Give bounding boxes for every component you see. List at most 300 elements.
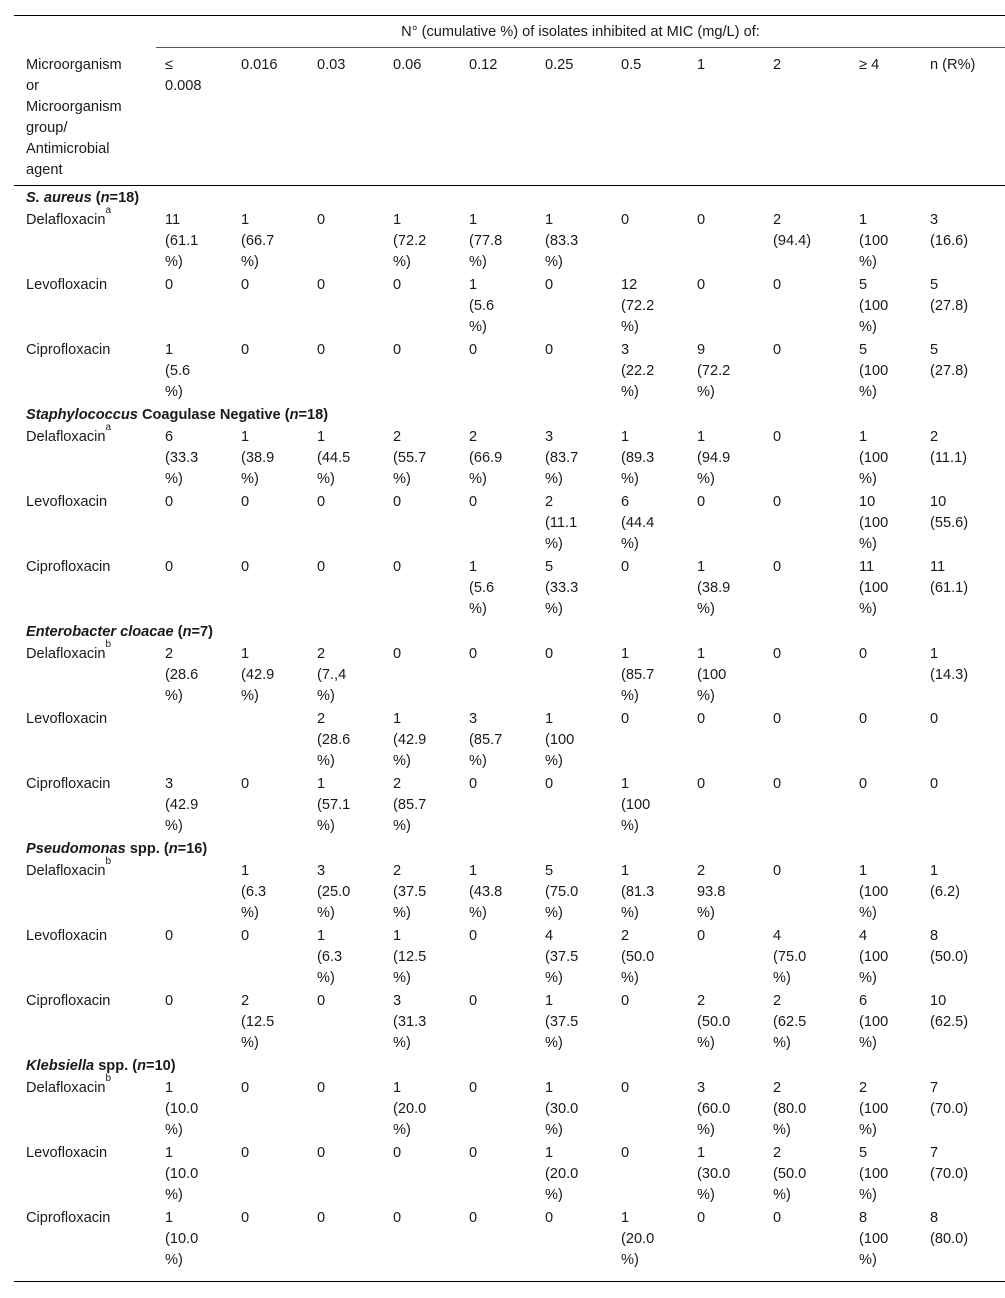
cell-line: (37.5 bbox=[393, 884, 427, 900]
table-cell bbox=[621, 991, 691, 1012]
cell-line: 0 bbox=[930, 711, 939, 727]
table-cell bbox=[621, 210, 691, 231]
section-title-part: =7) bbox=[191, 624, 213, 640]
cell-line: 2 bbox=[393, 863, 402, 879]
table-cell bbox=[469, 275, 539, 338]
table-cell bbox=[317, 709, 387, 772]
cell-line: (42.9 bbox=[241, 667, 275, 683]
section-header bbox=[26, 622, 213, 643]
table-cell bbox=[545, 991, 615, 1054]
cell-line: %) bbox=[469, 905, 487, 921]
agent-name bbox=[26, 991, 110, 1012]
header-mic-column bbox=[469, 55, 539, 76]
table-cell bbox=[621, 427, 691, 490]
cell-line: 0 bbox=[317, 212, 326, 228]
table-cell bbox=[545, 644, 615, 665]
cell-line: 0 bbox=[545, 646, 554, 662]
cell-line: %) bbox=[621, 384, 639, 400]
table-cell bbox=[859, 557, 929, 620]
agent-label: Levofloxacin bbox=[26, 928, 108, 944]
table-cell bbox=[773, 1208, 853, 1229]
table-cell bbox=[241, 210, 311, 273]
table-cell bbox=[317, 275, 387, 296]
cell-line: agent bbox=[26, 162, 63, 178]
table-cell bbox=[545, 340, 615, 361]
table-cell bbox=[930, 340, 1005, 382]
table-cell bbox=[697, 861, 767, 924]
table-cell bbox=[165, 1208, 235, 1271]
cell-line: 1 bbox=[241, 863, 250, 879]
cell-line: 0 bbox=[165, 928, 174, 944]
cell-line: (83.3 bbox=[545, 233, 579, 249]
cell-line: 0 bbox=[165, 559, 174, 575]
cell-line: 2 bbox=[859, 1080, 868, 1096]
table-bottom-rule bbox=[14, 1281, 1005, 1282]
cell-line: %) bbox=[545, 1035, 563, 1051]
cell-line: 2 bbox=[621, 928, 630, 944]
cell-line: (100 bbox=[859, 580, 889, 596]
section-title-part: n bbox=[168, 841, 178, 857]
cell-line: %) bbox=[393, 905, 411, 921]
cell-line: 1 bbox=[469, 277, 478, 293]
table-cell bbox=[859, 644, 929, 665]
table-cell bbox=[930, 991, 1005, 1033]
cell-line: (10.0 bbox=[165, 1166, 199, 1182]
table-cell bbox=[773, 1143, 853, 1206]
cell-line: 0 bbox=[469, 646, 478, 662]
table-cell bbox=[859, 275, 929, 338]
table-cell bbox=[469, 1208, 539, 1229]
cell-line: (44.4 bbox=[621, 515, 655, 531]
cell-line: 1 bbox=[393, 212, 402, 228]
cell-line: (100 bbox=[859, 515, 889, 531]
cell-line: %) bbox=[317, 753, 335, 769]
cell-line: 0 bbox=[621, 559, 630, 575]
table-cell bbox=[697, 926, 767, 947]
table-cell bbox=[697, 427, 767, 490]
cell-line: 1 bbox=[241, 429, 250, 445]
cell-line: (66.7 bbox=[241, 233, 275, 249]
cell-line: 0 bbox=[545, 342, 554, 358]
cell-line: 0 bbox=[317, 494, 326, 510]
cell-line: 0 bbox=[241, 1210, 250, 1226]
table-cell bbox=[317, 492, 387, 513]
table-cell bbox=[165, 1078, 235, 1141]
cell-line: (83.7 bbox=[545, 450, 579, 466]
table-cell bbox=[393, 340, 463, 361]
cell-line: 11 bbox=[859, 559, 875, 575]
table-cell bbox=[773, 557, 853, 578]
table-cell bbox=[165, 991, 235, 1012]
caption-underline bbox=[156, 47, 1005, 48]
table-cell bbox=[469, 557, 539, 620]
table-cell bbox=[545, 557, 615, 620]
table-cell bbox=[165, 492, 235, 513]
cell-line: %) bbox=[859, 1035, 877, 1051]
table-cell bbox=[165, 644, 235, 707]
agent-label: Levofloxacin bbox=[26, 711, 108, 727]
cell-line: (100 bbox=[621, 797, 651, 813]
table-cell bbox=[621, 1078, 691, 1099]
cell-line: %) bbox=[165, 384, 183, 400]
cell-line: 0 bbox=[469, 776, 478, 792]
table-cell bbox=[859, 774, 929, 795]
agent-name bbox=[26, 709, 107, 730]
cell-line: 0 bbox=[773, 559, 782, 575]
table-cell bbox=[773, 427, 853, 448]
cell-line: 6 bbox=[621, 494, 630, 510]
cell-line: 11 bbox=[930, 559, 946, 575]
cell-line: (37.5 bbox=[545, 949, 579, 965]
cell-line: 0.03 bbox=[317, 57, 346, 73]
table-cell bbox=[393, 709, 463, 772]
table-cell bbox=[697, 991, 767, 1054]
cell-line: (28.6 bbox=[317, 732, 351, 748]
table-cell bbox=[773, 492, 853, 513]
table-cell bbox=[545, 861, 615, 924]
table-cell bbox=[930, 557, 1005, 599]
section-title-part: n bbox=[182, 624, 192, 640]
section-header bbox=[26, 188, 139, 209]
agent-name bbox=[26, 856, 112, 882]
cell-line: 0.008 bbox=[165, 78, 202, 94]
section-title-part: Klebsiella bbox=[26, 1058, 95, 1074]
table-cell bbox=[469, 1078, 539, 1099]
cell-line: (42.9 bbox=[393, 732, 427, 748]
cell-line: (14.3) bbox=[930, 667, 969, 683]
cell-line: (6.3 bbox=[317, 949, 343, 965]
cell-line: %) bbox=[773, 1187, 791, 1203]
table-cell bbox=[697, 709, 767, 730]
cell-line: 5 bbox=[930, 277, 939, 293]
header-mic-column bbox=[317, 55, 387, 76]
cell-line: 0 bbox=[469, 1210, 478, 1226]
cell-line: %) bbox=[317, 905, 335, 921]
cell-line: 0 bbox=[241, 494, 250, 510]
cell-line: (27.8) bbox=[930, 298, 969, 314]
table-cell bbox=[545, 275, 615, 296]
table-cell bbox=[393, 210, 463, 273]
cell-line: 3 bbox=[469, 711, 478, 727]
table-cell bbox=[317, 861, 387, 924]
cell-line: 3 bbox=[930, 212, 939, 228]
table-cell bbox=[621, 709, 691, 730]
table-cell bbox=[241, 644, 311, 707]
table-cell bbox=[697, 340, 767, 403]
cell-line: 1 bbox=[165, 1145, 174, 1161]
section-title-part: =10) bbox=[146, 1058, 176, 1074]
table-cell bbox=[317, 340, 387, 361]
cell-line: %) bbox=[859, 970, 877, 986]
table-cell bbox=[165, 557, 235, 578]
cell-line: (31.3 bbox=[393, 1014, 427, 1030]
table-cell bbox=[545, 926, 615, 989]
table-cell bbox=[859, 492, 929, 555]
agent-name bbox=[26, 205, 112, 231]
cell-line: %) bbox=[859, 384, 877, 400]
agent-name bbox=[26, 275, 107, 296]
cell-line: %) bbox=[165, 818, 183, 834]
cell-line: 0 bbox=[241, 342, 250, 358]
cell-line: %) bbox=[773, 970, 791, 986]
cell-line: (72.2 bbox=[393, 233, 427, 249]
table-cell bbox=[469, 709, 539, 772]
cell-line: 11 bbox=[165, 212, 181, 228]
section-title-part: n bbox=[100, 190, 110, 206]
cell-line: 1 bbox=[241, 212, 250, 228]
section-title-part: ( bbox=[173, 624, 183, 640]
cell-line: 0 bbox=[545, 776, 554, 792]
table-cell bbox=[621, 1143, 691, 1164]
cell-line: %) bbox=[545, 1187, 563, 1203]
cell-line: 0 bbox=[393, 277, 402, 293]
table-cell bbox=[545, 774, 615, 795]
cell-line: 0 bbox=[697, 494, 706, 510]
cell-line: %) bbox=[545, 254, 563, 270]
cell-line: 1 bbox=[545, 1145, 554, 1161]
cell-line: 0 bbox=[317, 1210, 326, 1226]
table-cell bbox=[393, 492, 463, 513]
cell-line: 0 bbox=[773, 429, 782, 445]
cell-line: %) bbox=[621, 1252, 639, 1268]
header-microorganism-agent bbox=[26, 55, 154, 181]
cell-line: group/ bbox=[26, 120, 68, 136]
cell-line: 1 bbox=[545, 993, 554, 1009]
cell-line: 1 bbox=[697, 559, 706, 575]
agent-name bbox=[26, 492, 107, 513]
cell-line: 1 bbox=[859, 429, 868, 445]
agent-name bbox=[26, 1208, 110, 1229]
section-title-part: =18) bbox=[298, 407, 329, 423]
cell-line: (12.5 bbox=[393, 949, 427, 965]
cell-line: 6 bbox=[165, 429, 174, 445]
agent-label: Delafloxacin bbox=[26, 429, 106, 445]
table-cell bbox=[317, 557, 387, 578]
cell-line: 0 bbox=[393, 559, 402, 575]
cell-line: 2 bbox=[393, 429, 402, 445]
section-header bbox=[26, 1056, 176, 1077]
cell-line: 3 bbox=[697, 1080, 706, 1096]
cell-line: (60.0 bbox=[697, 1101, 731, 1117]
cell-line: 1 bbox=[241, 646, 250, 662]
cell-line: 0 bbox=[773, 494, 782, 510]
table-cell bbox=[697, 275, 767, 296]
cell-line: %) bbox=[165, 471, 183, 487]
cell-line: 3 bbox=[317, 863, 326, 879]
cell-line: 0 bbox=[697, 212, 706, 228]
table-cell bbox=[317, 926, 387, 989]
cell-line: 1 bbox=[697, 1145, 706, 1161]
cell-line: (100 bbox=[859, 1166, 889, 1182]
cell-line: 1 bbox=[859, 863, 868, 879]
cell-line: 2 bbox=[317, 646, 326, 662]
cell-line: (70.0) bbox=[930, 1166, 969, 1182]
cell-line: 0 bbox=[241, 1145, 250, 1161]
cell-line: 9 bbox=[697, 342, 706, 358]
cell-line: %) bbox=[545, 471, 563, 487]
cell-line: 0 bbox=[773, 863, 782, 879]
cell-line: 0 bbox=[469, 1080, 478, 1096]
table-cell bbox=[165, 1143, 235, 1206]
cell-line: 0.016 bbox=[241, 57, 278, 73]
cell-line: 0 bbox=[773, 711, 782, 727]
table-cell bbox=[241, 1078, 311, 1099]
table-cell bbox=[621, 275, 691, 338]
section-title-part: =16) bbox=[177, 841, 208, 857]
cell-line: %) bbox=[621, 471, 639, 487]
cell-line: 2 bbox=[393, 776, 402, 792]
cell-line: 0 bbox=[165, 277, 174, 293]
cell-line: (37.5 bbox=[545, 1014, 579, 1030]
cell-line: %) bbox=[317, 688, 335, 704]
cell-line: (5.6 bbox=[165, 363, 191, 379]
table-cell bbox=[469, 1143, 539, 1164]
cell-line: 1 bbox=[317, 928, 326, 944]
table-cell bbox=[317, 210, 387, 231]
cell-line: %) bbox=[317, 970, 335, 986]
cell-line: 1 bbox=[393, 1080, 402, 1096]
cell-line: (81.3 bbox=[621, 884, 655, 900]
header-mic-column bbox=[697, 55, 767, 76]
cell-line: (30.0 bbox=[545, 1101, 579, 1117]
table-cell bbox=[241, 991, 311, 1054]
cell-line: %) bbox=[469, 319, 487, 335]
cell-line: 0 bbox=[859, 711, 868, 727]
cell-line: 1 bbox=[469, 863, 478, 879]
table-cell bbox=[545, 492, 615, 555]
table-cell bbox=[393, 644, 463, 665]
cell-line: 0 bbox=[621, 1080, 630, 1096]
cell-line: 2 bbox=[545, 494, 554, 510]
cell-line: Microorganism bbox=[26, 57, 122, 73]
cell-line: (100 bbox=[859, 363, 889, 379]
cell-line: (25.0 bbox=[317, 884, 351, 900]
table-cell bbox=[469, 926, 539, 947]
table-cell bbox=[859, 991, 929, 1054]
table-cell bbox=[241, 1208, 311, 1229]
table-cell bbox=[545, 1208, 615, 1229]
cell-line: ≤ bbox=[165, 57, 174, 73]
table-cell bbox=[621, 1208, 691, 1271]
cell-line: 3 bbox=[165, 776, 174, 792]
agent-label: Ciprofloxacin bbox=[26, 559, 111, 575]
cell-line: 0 bbox=[317, 993, 326, 1009]
cell-line: %) bbox=[621, 818, 639, 834]
cell-line: (62.5 bbox=[773, 1014, 807, 1030]
cell-line: %) bbox=[859, 1122, 877, 1138]
cell-line: 93.8 bbox=[697, 884, 726, 900]
table-cell bbox=[697, 210, 767, 231]
cell-line: (10.0 bbox=[165, 1101, 199, 1117]
table-cell bbox=[469, 492, 539, 513]
table-cell bbox=[621, 926, 691, 989]
cell-line: %) bbox=[393, 818, 411, 834]
cell-line: (100 bbox=[859, 1014, 889, 1030]
cell-line: (6.3 bbox=[241, 884, 267, 900]
cell-line: 7 bbox=[930, 1145, 939, 1161]
table-cell bbox=[859, 926, 929, 989]
cell-line: %) bbox=[545, 970, 563, 986]
footnote-marker: a bbox=[105, 205, 112, 217]
cell-line: %) bbox=[621, 688, 639, 704]
header-mic-column bbox=[859, 55, 929, 76]
cell-line: %) bbox=[165, 688, 183, 704]
cell-line: 0 bbox=[859, 646, 868, 662]
cell-line: %) bbox=[621, 905, 639, 921]
cell-line: (100 bbox=[859, 450, 889, 466]
cell-line: (75.0 bbox=[545, 884, 579, 900]
agent-label: Delafloxacin bbox=[26, 646, 106, 662]
cell-line: 1 bbox=[165, 1210, 174, 1226]
cell-line: 1 bbox=[930, 646, 939, 662]
table-cell bbox=[165, 774, 235, 837]
section-title-part: =18) bbox=[109, 190, 140, 206]
cell-line: (75.0 bbox=[773, 949, 807, 965]
cell-line: 0 bbox=[859, 776, 868, 792]
cell-line: 1 bbox=[393, 928, 402, 944]
section-title-part: ( bbox=[91, 190, 101, 206]
table-cell bbox=[317, 427, 387, 490]
table-cell bbox=[859, 1143, 929, 1206]
cell-line: %) bbox=[469, 254, 487, 270]
cell-line: 1 bbox=[165, 1080, 174, 1096]
table-cell bbox=[697, 774, 767, 795]
cell-line: (100 bbox=[545, 732, 575, 748]
cell-line: (77.8 bbox=[469, 233, 503, 249]
table-cell bbox=[393, 1078, 463, 1141]
table-cell bbox=[393, 427, 463, 490]
table-cell bbox=[773, 861, 853, 882]
table-cell bbox=[241, 1143, 311, 1164]
table-cell bbox=[773, 210, 853, 252]
table-cell bbox=[930, 1078, 1005, 1120]
cell-line: %) bbox=[165, 254, 183, 270]
cell-line: 1 bbox=[545, 711, 554, 727]
cell-line: 2 bbox=[469, 429, 478, 445]
agent-name bbox=[26, 422, 112, 448]
agent-name bbox=[26, 340, 110, 361]
cell-line: 2 bbox=[773, 57, 782, 73]
agent-label: Levofloxacin bbox=[26, 494, 108, 510]
cell-line: 0 bbox=[621, 212, 630, 228]
cell-line: 0 bbox=[241, 277, 250, 293]
cell-line: %) bbox=[859, 1187, 877, 1203]
cell-line: 10 bbox=[859, 494, 876, 510]
table-cell bbox=[621, 557, 691, 578]
table-cell bbox=[773, 644, 853, 665]
cell-line: %) bbox=[621, 319, 639, 335]
cell-line: (27.8) bbox=[930, 363, 969, 379]
cell-line: (50.0 bbox=[773, 1166, 807, 1182]
cell-line: (100 bbox=[859, 233, 889, 249]
agent-label: Ciprofloxacin bbox=[26, 776, 111, 792]
cell-line: (72.2 bbox=[621, 298, 655, 314]
cell-line: 0 bbox=[317, 1145, 326, 1161]
table-cell bbox=[469, 644, 539, 665]
cell-line: 2 bbox=[773, 1080, 782, 1096]
cell-line: 2 bbox=[697, 993, 706, 1009]
table-cell bbox=[317, 644, 387, 707]
cell-line: 0 bbox=[469, 1145, 478, 1161]
table-cell bbox=[165, 210, 235, 273]
table-cell bbox=[393, 991, 463, 1054]
cell-line: (42.9 bbox=[165, 797, 199, 813]
cell-line: %) bbox=[469, 471, 487, 487]
cell-line: (44.5 bbox=[317, 450, 351, 466]
table-cell bbox=[241, 861, 311, 924]
cell-line: %) bbox=[393, 471, 411, 487]
cell-line: %) bbox=[859, 905, 877, 921]
